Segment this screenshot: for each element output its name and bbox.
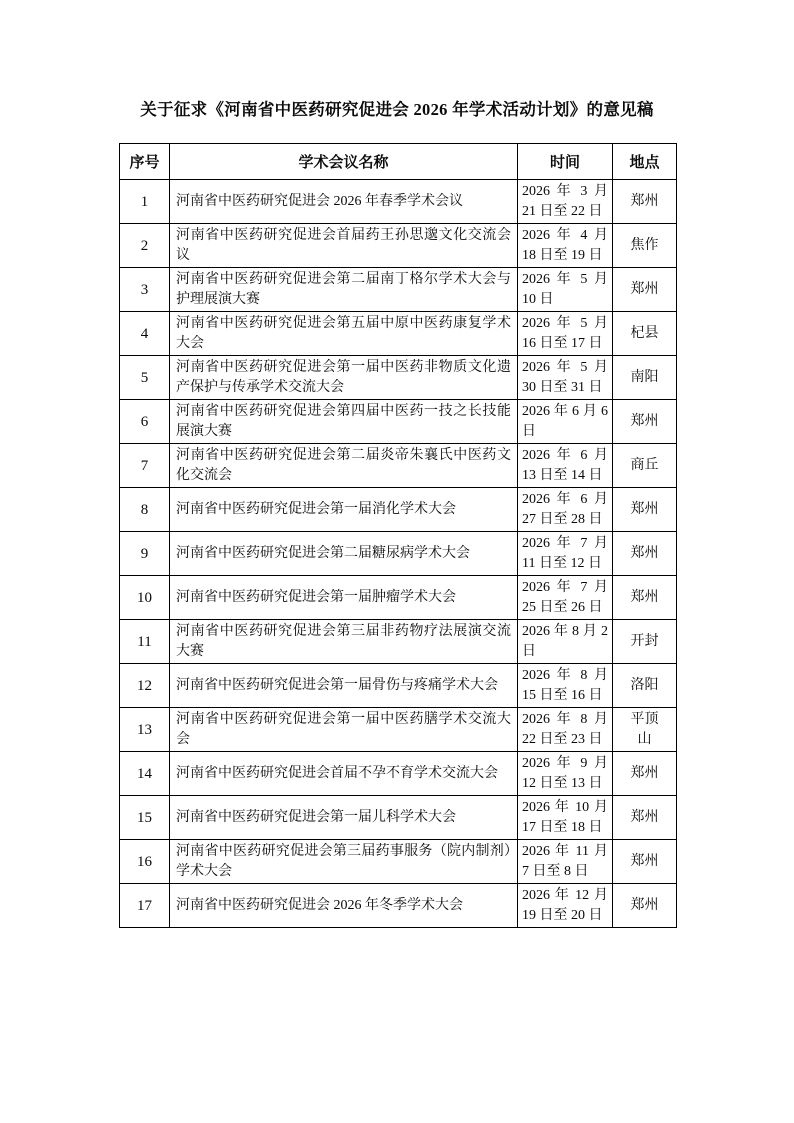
conference-name: 河南省中医药研究促进会首届不孕不育学术交流大会 xyxy=(170,752,518,796)
header-name: 学术会议名称 xyxy=(170,144,518,180)
row-number: 16 xyxy=(120,840,170,884)
conference-table-body xyxy=(120,180,677,928)
conference-location: 郑州 xyxy=(613,268,677,312)
conference-location: 郑州 xyxy=(613,752,677,796)
table-row xyxy=(120,532,677,576)
conference-name: 河南省中医药研究促进会第一届骨伤与疼痛学术大会 xyxy=(170,664,518,708)
conference-name: 河南省中医药研究促进会第一届肿瘤学术大会 xyxy=(170,576,518,620)
header-location: 地点 xyxy=(613,144,677,180)
conference-location: 郑州 xyxy=(613,400,677,444)
table-row xyxy=(120,356,677,400)
conference-name: 河南省中医药研究促进会 2026 年冬季学术大会 xyxy=(170,884,518,928)
conference-location: 开封 xyxy=(613,620,677,664)
table-header-row xyxy=(120,144,677,180)
table-row xyxy=(120,312,677,356)
conference-location: 商丘 xyxy=(613,444,677,488)
conference-date: 2026 年 6 月 27 日至 28 日 xyxy=(518,488,613,532)
row-number: 4 xyxy=(120,312,170,356)
conference-date: 2026 年 8 月 2 日 xyxy=(518,620,613,664)
row-number: 7 xyxy=(120,444,170,488)
conference-name: 河南省中医药研究促进会首届药王孙思邈文化交流会议 xyxy=(170,224,518,268)
table-row xyxy=(120,488,677,532)
table-row xyxy=(120,268,677,312)
table-row xyxy=(120,400,677,444)
conference-date: 2026 年 5 月 10 日 xyxy=(518,268,613,312)
table-row xyxy=(120,444,677,488)
conference-date: 2026 年 10 月 17 日至 18 日 xyxy=(518,796,613,840)
conference-date: 2026 年 11 月 7 日至 8 日 xyxy=(518,840,613,884)
conference-table xyxy=(119,143,677,928)
conference-date: 2026 年 7 月 11 日至 12 日 xyxy=(518,532,613,576)
conference-name: 河南省中医药研究促进会第五届中原中医药康复学术大会 xyxy=(170,312,518,356)
conference-date: 2026 年 3 月 21 日至 22 日 xyxy=(518,180,613,224)
conference-name: 河南省中医药研究促进会第一届中医药膳学术交流大会 xyxy=(170,708,518,752)
conference-date: 2026 年 8 月 15 日至 16 日 xyxy=(518,664,613,708)
row-number: 2 xyxy=(120,224,170,268)
row-number: 14 xyxy=(120,752,170,796)
conference-name: 河南省中医药研究促进会第一届中医药非物质文化遗产保护与传承学术交流大会 xyxy=(170,356,518,400)
table-row xyxy=(120,884,677,928)
conference-name: 河南省中医药研究促进会第二届南丁格尔学术大会与护理展演大赛 xyxy=(170,268,518,312)
row-number: 15 xyxy=(120,796,170,840)
conference-date: 2026 年 9 月 12 日至 13 日 xyxy=(518,752,613,796)
conference-name: 河南省中医药研究促进会第三届非药物疗法展演交流大赛 xyxy=(170,620,518,664)
conference-location: 平顶山 xyxy=(613,708,677,752)
row-number: 6 xyxy=(120,400,170,444)
table-row xyxy=(120,752,677,796)
table-row xyxy=(120,796,677,840)
row-number: 17 xyxy=(120,884,170,928)
row-number: 13 xyxy=(120,708,170,752)
header-date: 时间 xyxy=(518,144,613,180)
conference-location: 郑州 xyxy=(613,576,677,620)
conference-name: 河南省中医药研究促进会第一届消化学术大会 xyxy=(170,488,518,532)
conference-name: 河南省中医药研究促进会 2026 年春季学术会议 xyxy=(170,180,518,224)
row-number: 3 xyxy=(120,268,170,312)
table-row xyxy=(120,180,677,224)
table-row xyxy=(120,708,677,752)
header-number: 序号 xyxy=(120,144,170,180)
conference-date: 2026 年 6 月 13 日至 14 日 xyxy=(518,444,613,488)
conference-location: 洛阳 xyxy=(613,664,677,708)
page-title: 关于征求《河南省中医药研究促进会 2026 年学术活动计划》的意见稿 xyxy=(140,100,654,119)
row-number: 10 xyxy=(120,576,170,620)
row-number: 12 xyxy=(120,664,170,708)
conference-location: 焦作 xyxy=(613,224,677,268)
conference-date: 2026 年 5 月 16 日至 17 日 xyxy=(518,312,613,356)
conference-date: 2026 年 4 月 18 日至 19 日 xyxy=(518,224,613,268)
conference-name: 河南省中医药研究促进会第一届儿科学术大会 xyxy=(170,796,518,840)
table-row xyxy=(120,576,677,620)
conference-date: 2026 年 6 月 6 日 xyxy=(518,400,613,444)
table-row xyxy=(120,664,677,708)
conference-location: 郑州 xyxy=(613,532,677,576)
table-row xyxy=(120,620,677,664)
row-number: 1 xyxy=(120,180,170,224)
conference-name: 河南省中医药研究促进会第二届糖尿病学术大会 xyxy=(170,532,518,576)
conference-date: 2026 年 8 月 22 日至 23 日 xyxy=(518,708,613,752)
conference-date: 2026 年 5 月 30 日至 31 日 xyxy=(518,356,613,400)
conference-name: 河南省中医药研究促进会第三届药事服务（院内制剂）学术大会 xyxy=(170,840,518,884)
conference-name: 河南省中医药研究促进会第二届炎帝朱襄氏中医药文化交流会 xyxy=(170,444,518,488)
conference-location: 郑州 xyxy=(613,796,677,840)
conference-name: 河南省中医药研究促进会第四届中医药一技之长技能展演大赛 xyxy=(170,400,518,444)
row-number: 9 xyxy=(120,532,170,576)
conference-location: 郑州 xyxy=(613,884,677,928)
conference-location: 郑州 xyxy=(613,840,677,884)
row-number: 8 xyxy=(120,488,170,532)
table-row xyxy=(120,224,677,268)
conference-location: 杞县 xyxy=(613,312,677,356)
row-number: 5 xyxy=(120,356,170,400)
conference-location: 郑州 xyxy=(613,488,677,532)
conference-date: 2026 年 7 月 25 日至 26 日 xyxy=(518,576,613,620)
table-row xyxy=(120,840,677,884)
conference-date: 2026 年 12 月 19 日至 20 日 xyxy=(518,884,613,928)
conference-location: 郑州 xyxy=(613,180,677,224)
row-number: 11 xyxy=(120,620,170,664)
conference-location: 南阳 xyxy=(613,356,677,400)
